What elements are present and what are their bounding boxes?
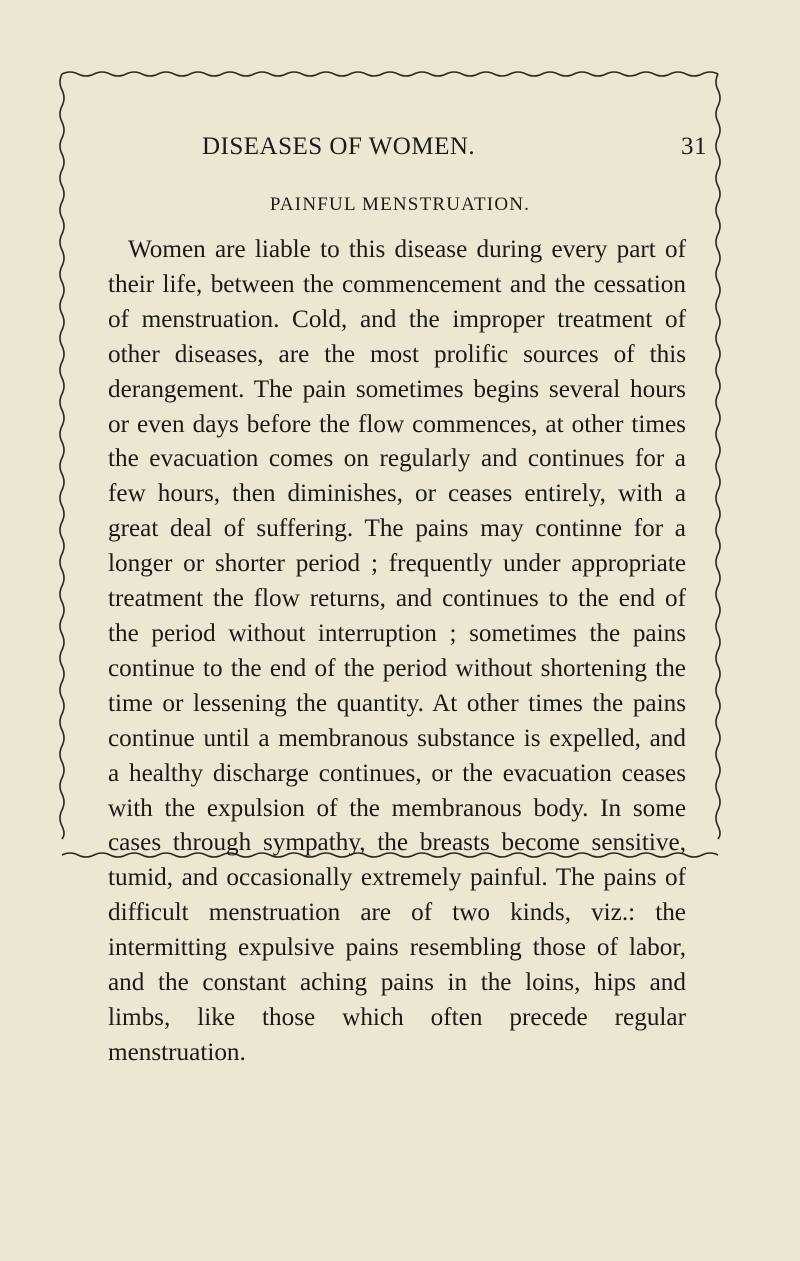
running-head-title: DISEASES OF WOMEN. [202, 133, 476, 160]
border-top-line [62, 72, 718, 76]
section-heading: PAINFUL MENSTRUATION. [269, 194, 531, 215]
border-left-line [60, 74, 64, 839]
border-right-line [716, 74, 720, 839]
body-paragraph: Women are liable to this disease during every part of their life, between the commencement and the cessation of menstruation. Cold, and the improper treatment of other diseases, are the most prolific sources of this derangement. The pain sometimes begins several hours or even days before the flow commences, at other times the evacuation comes on regularly and continues for a few hours, then diminishes, or ceases entirely, with a great deal of suffering. The pains may continne for a longer or shorter period ; frequently under appropriate treatment the flow returns, and continues to the end of the period without interruption ; sometimes the pains continue to the end of the period without shortening the time or lessening the quantity. At other times the pains continue until a membranous substance is expelled, and a healthy discharge continues, or the evacuation ceases with the expulsion of the membranous body. In some cases through sympathy, the breasts become sensitive, tumid, and occasionally extremely painful. The pains of difficult menstruation are of two kinds, viz.: the intermitting expulsive pains resembling those of labor, and the constant aching pains in the loins, hips and limbs, like those which often precede regular menstruation. [108, 236, 686, 1066]
page-number: 31 [681, 133, 707, 160]
running-head [202, 133, 707, 173]
